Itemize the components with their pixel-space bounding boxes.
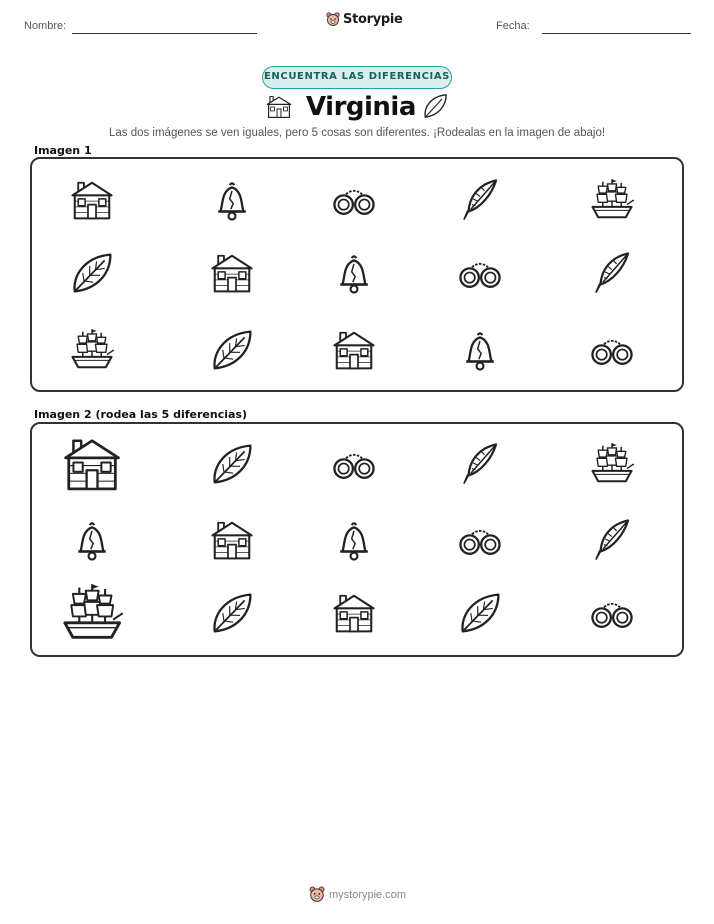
handcuffs-icon bbox=[457, 250, 503, 296]
footer-site: mystorypie.com bbox=[329, 888, 407, 901]
image2-label: Imagen 2 (rodea las 5 diferencias) bbox=[34, 408, 248, 421]
quill-icon[interactable] bbox=[457, 441, 503, 487]
brand-name: Storypie bbox=[343, 12, 403, 27]
ship-icon bbox=[69, 327, 115, 373]
bell-icon bbox=[209, 177, 255, 223]
quill-icon[interactable] bbox=[589, 517, 635, 563]
bell-icon[interactable] bbox=[69, 517, 115, 563]
leaf-icon bbox=[421, 92, 449, 120]
worksheet-type-badge: ENCUENTRA LAS DIFERENCIAS bbox=[262, 66, 452, 89]
bear-mascot-icon bbox=[309, 886, 325, 903]
leaf-icon[interactable] bbox=[457, 590, 503, 636]
leaf-icon[interactable] bbox=[209, 590, 255, 636]
brand-logo bbox=[326, 12, 403, 27]
page-title: Virginia bbox=[306, 92, 416, 122]
name-label: Nombre: bbox=[24, 20, 67, 32]
quill-icon bbox=[589, 250, 635, 296]
house-icon bbox=[266, 95, 292, 119]
house-icon bbox=[331, 327, 377, 373]
handcuffs-icon bbox=[331, 177, 377, 223]
ship-icon[interactable] bbox=[60, 581, 124, 645]
bell-icon bbox=[331, 250, 377, 296]
handcuffs-icon[interactable] bbox=[589, 590, 635, 636]
leaf-icon bbox=[209, 327, 255, 373]
house-icon[interactable] bbox=[331, 590, 377, 636]
handcuffs-icon bbox=[589, 327, 635, 373]
house-icon[interactable] bbox=[209, 517, 255, 563]
date-field-line[interactable] bbox=[542, 33, 691, 34]
footer bbox=[309, 886, 406, 903]
bear-mascot-icon bbox=[326, 12, 340, 27]
instructions-text: Las dos imágenes se ven iguales, pero 5 cosas son diferentes. ¡Rodealas en la imagen de abajo! bbox=[108, 127, 606, 139]
bell-icon bbox=[457, 327, 503, 373]
house-icon bbox=[69, 177, 115, 223]
ship-icon[interactable] bbox=[589, 441, 635, 487]
ship-icon bbox=[589, 177, 635, 223]
leaf-icon bbox=[69, 250, 115, 296]
quill-icon bbox=[457, 177, 503, 223]
handcuffs-icon[interactable] bbox=[457, 517, 503, 563]
house-icon bbox=[209, 250, 255, 296]
image1-label: Imagen 1 bbox=[34, 144, 92, 157]
bell-icon[interactable] bbox=[331, 517, 377, 563]
date-label: Fecha: bbox=[496, 20, 530, 32]
handcuffs-icon[interactable] bbox=[331, 441, 377, 487]
leaf-icon[interactable] bbox=[209, 441, 255, 487]
name-field-line[interactable] bbox=[72, 33, 257, 34]
house-icon[interactable] bbox=[61, 433, 123, 495]
